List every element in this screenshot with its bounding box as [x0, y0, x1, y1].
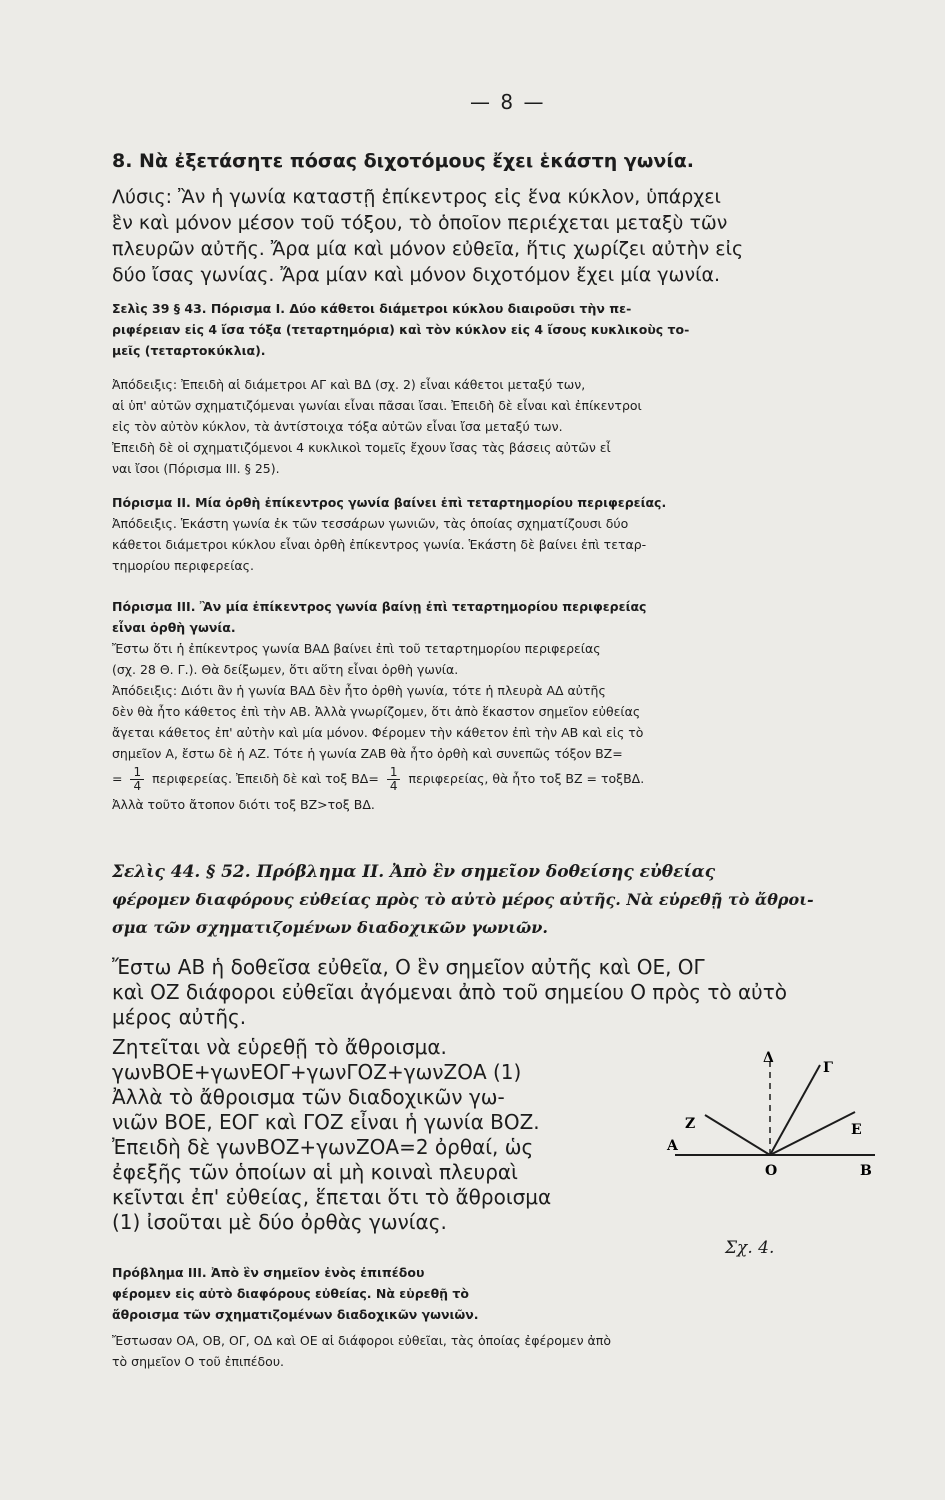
eq-start: =	[112, 771, 123, 786]
porisma-3	[112, 596, 902, 815]
porisma-2-line: κάθετοι διάμετροι κύκλου εἶναι ὀρθὴ ἐπίκεντρος γωνία. Ἑκάστη δὲ βαίνει ἐπὶ τεταρ-	[112, 537, 647, 552]
label-d: Δ	[763, 1050, 774, 1066]
frac-den: 4	[133, 779, 142, 793]
porisma-2-line: τημορίου περιφερείας.	[112, 558, 254, 573]
figure-caption: Σχ. 4.	[725, 1238, 775, 1258]
page-number: — 8 —	[470, 90, 546, 114]
porisma-2	[112, 492, 902, 576]
body-line: Ζητεῖται νὰ εὑρεθῇ τὸ ἄθροισμα.	[112, 1035, 447, 1059]
problem-3-line: φέρομεν εἰς αὐτὸ διαφόρους εὐθείας. Νὰ εὑρεθῇ τὸ	[112, 1286, 470, 1301]
problem-3-body-line: Ἔστωσαν ΟΑ, ΟΒ, ΟΓ, ΟΔ καὶ ΟΕ αἱ διάφοροι εὐθεῖαι, τὰς ὁποίας ἐφέρομεν ἀπὸ	[112, 1333, 611, 1348]
problem-2-header-line: σμα τῶν σχηματιζομένων διαδοχικῶν γωνιῶν.	[112, 918, 548, 937]
solution-line: δύο ἴσας γωνίας. Ἄρα μίαν καὶ μόνον διχοτόμον ἔχει μία γωνία.	[112, 264, 721, 286]
problem-2-header-line: φέρομεν διαφόρους εὐθείας πρὸς τὸ αὐτὸ μέρος αὐτῆς. Νὰ εὑρεθῇ τὸ ἄθροι-	[112, 890, 814, 909]
body-line: ἐφεξῆς τῶν ὁποίων αἱ μὴ κοιναὶ πλευραὶ	[112, 1160, 518, 1184]
absurd-line: Ἀλλὰ τοῦτο ἄτοπον διότι τοξ ΒΖ>τοξ ΒΔ.	[112, 797, 375, 812]
body-line: καὶ ΟΖ διάφοροι εὐθεῖαι ἀγόμεναι ἀπὸ τοῦ σημείου Ο πρὸς τὸ αὐτὸ	[112, 980, 788, 1004]
porisma-1-line: ριφέρειαν εἰς 4 ἴσα τόξα (τεταρτημόρια) καὶ τὸν κύκλον εἰς 4 ἴσους κυκλικοὺς το-	[112, 322, 690, 337]
fraction-equation	[112, 764, 902, 794]
body-line: νιῶν ΒΟΕ, ΕΟΓ καὶ ΓΟΖ εἶναι ἡ γωνία ΒΟΖ.	[112, 1110, 540, 1134]
body-line: (1) ἰσοῦται μὲ δύο ὀρθὰς γωνίας.	[112, 1210, 447, 1234]
porisma-3-line: (σχ. 28 Θ. Γ.). Θὰ δείξωμεν, ὅτι αὕτη εἶναι ὀρθὴ γωνία.	[112, 662, 459, 677]
proof-line: ναι ἴσοι (Πόρισμα III. § 25).	[112, 461, 280, 476]
frac-den: 4	[389, 779, 398, 793]
porisma-1	[112, 298, 902, 361]
figure-4-diagram	[655, 1040, 905, 1190]
porisma-1-line: μεῖς (τεταρτοκύκλια).	[112, 343, 266, 358]
body-line: Ἐπειδὴ δὲ γωνΒΟΖ+γωνΖΟΑ=2 ὀρθαί, ὡς	[112, 1135, 534, 1159]
porisma-1-line: Σελὶς 39 § 43. Πόρισμα I. Δύο κάθετοι διάμετροι κύκλου διαιροῦσι τὴν πε-	[112, 301, 632, 316]
porisma-3-line: σημεῖον Α, ἔστω δὲ ἡ ΑΖ. Τότε ἡ γωνία ΖΑΒ θὰ ἦτο ὀρθὴ καὶ συνεπῶς τόξον ΒΖ=	[112, 746, 623, 761]
porisma-3-line: δὲν θὰ ἦτο κάθετος ἐπὶ τὴν ΑΒ. Ἀλλὰ γνωρίζομεν, ὅτι ἀπὸ ἕκαστον σημεῖον εὐθείας	[112, 704, 641, 719]
solution-line: ἓν καὶ μόνον μέσον τοῦ τόξου, τὸ ὁποῖον περιέχεται μεταξὺ τῶν	[112, 212, 728, 234]
porisma-2-line: Ἀπόδειξις. Ἑκάστη γωνία ἐκ τῶν τεσσάρων γωνιῶν, τὰς ὁποίας σχηματίζουσι δύο	[112, 516, 629, 531]
body-line: γωνΒΟΕ+γωνΕΟΓ+γωνΓΟΖ+γωνΖΟΑ (1)	[112, 1060, 522, 1084]
eq-end: περιφερείας, θὰ ἦτο τοξ ΒΖ = τοξΒΔ.	[408, 771, 645, 786]
problem-3-line: ἄθροισμα τῶν σχηματιζομένων διαδοχικῶν γωνιῶν.	[112, 1307, 479, 1322]
label-g: Γ	[823, 1060, 833, 1076]
solution-line: πλευρῶν αὐτῆς. Ἄρα μία καὶ μόνον εὐθεῖα, ἥτις χωρίζει αὐτὴν εἰς	[112, 238, 744, 260]
porisma-3-line: Πόρισμα III. Ἂν μία ἐπίκεντρος γωνία βαίνῃ ἐπὶ τεταρτημορίου περιφερείας	[112, 599, 647, 614]
body-line: κεῖνται ἐπ' εὐθείας, ἕπεται ὅτι τὸ ἄθροισμα	[112, 1185, 552, 1209]
problem-2-body	[112, 955, 902, 1030]
proof-line: αἱ ὑπ' αὐτῶν σχηματιζόμεναι γωνίαι εἶναι πᾶσαι ἴσαι. Ἐπειδὴ δὲ εἶναι καὶ ἐπίκεντροι	[112, 398, 642, 413]
porisma-3-line: Ἔστω ὅτι ἡ ἐπίκεντρος γωνία ΒΑΔ βαίνει ἐπὶ τοῦ τεταρτημορίου περιφερείας	[112, 641, 601, 656]
frac-num: 1	[387, 766, 401, 780]
line-oz	[705, 1115, 770, 1155]
label-a: Α	[667, 1138, 678, 1154]
label-z: Ζ	[685, 1116, 696, 1132]
porisma-1-proof	[112, 374, 902, 479]
problem-3-line: Πρόβλημα III. Ἀπὸ ἓν σημεῖον ἑνὸς ἐπιπέδου	[112, 1265, 425, 1280]
label-o: Ο	[765, 1163, 778, 1179]
proof-line: Ἐπειδὴ δὲ οἱ σχηματιζόμενοι 4 κυκλικοὶ τομεῖς ἔχουν ἴσας τὰς βάσεις αὐτῶν εἶ	[112, 440, 611, 455]
problem-2-header	[112, 858, 902, 942]
problem-3	[112, 1262, 622, 1325]
frac-num: 1	[130, 766, 144, 780]
fraction-one-quarter	[130, 766, 144, 793]
exercise-8-title: 8. Νὰ ἐξετάσητε πόσας διχοτόμους ἔχει ἑκάστη γωνία.	[112, 150, 695, 172]
problem-3-body	[112, 1330, 902, 1372]
proof-line: Ἀπόδειξις: Ἐπειδὴ αἱ διάμετροι ΑΓ καὶ ΒΔ (σχ. 2) εἶναι κάθετοι μεταξύ των,	[112, 377, 586, 392]
body-line: Ἀλλὰ τὸ ἄθροισμα τῶν διαδοχικῶν γω-	[112, 1085, 505, 1109]
label-b: Β	[860, 1163, 872, 1179]
porisma-3-line: εἶναι ὀρθὴ γωνία.	[112, 620, 236, 635]
problem-3-body-line: τὸ σημεῖον Ο τοῦ ἐπιπέδου.	[112, 1354, 285, 1369]
label-e: Ε	[851, 1122, 862, 1138]
problem-2-header-line: Σελὶς 44. § 52. Πρόβλημα II. Ἀπὸ ἓν σημεῖον δοθείσης εὐθείας	[112, 862, 716, 882]
eq-mid: περιφερείας. Ἐπειδὴ δὲ καὶ τοξ ΒΔ=	[152, 771, 379, 786]
fraction-one-quarter	[387, 766, 401, 793]
porisma-2-line: Πόρισμα II. Μία ὀρθὴ ἐπίκεντρος γωνία βαίνει ἐπὶ τεταρτημορίου περιφερείας.	[112, 495, 667, 510]
porisma-3-line: ἄγεται κάθετος ἐπ' αὐτὴν καὶ μία μόνον. Φέρομεν τὴν κάθετον ἐπὶ τὴν ΑΒ καὶ εἰς τὸ	[112, 725, 644, 740]
solution-line: Λύσις: Ἂν ἡ γωνία καταστῇ ἐπίκεντρος εἰς ἕνα κύκλον, ὑπάρχει	[112, 186, 721, 208]
body-line: Ἔστω ΑΒ ἡ δοθεῖσα εὐθεῖα, Ο ἓν σημεῖον αὐτῆς καὶ ΟΕ, ΟΓ	[112, 955, 705, 979]
problem-2-solution	[112, 1035, 612, 1235]
exercise-8-solution	[112, 184, 902, 288]
body-line: μέρος αὐτῆς.	[112, 1005, 247, 1029]
porisma-3-line: Ἀπόδειξις: Διότι ἂν ἡ γωνία ΒΑΔ δὲν ἦτο ὀρθὴ γωνία, τότε ἡ πλευρὰ ΑΔ αὐτῆς	[112, 683, 606, 698]
exercise-8	[112, 148, 902, 174]
proof-line: εἰς τὸν αὐτὸν κύκλον, τὰ ἀντίστοιχα τόξα αὐτῶν εἶναι ἴσα μεταξύ των.	[112, 419, 563, 434]
